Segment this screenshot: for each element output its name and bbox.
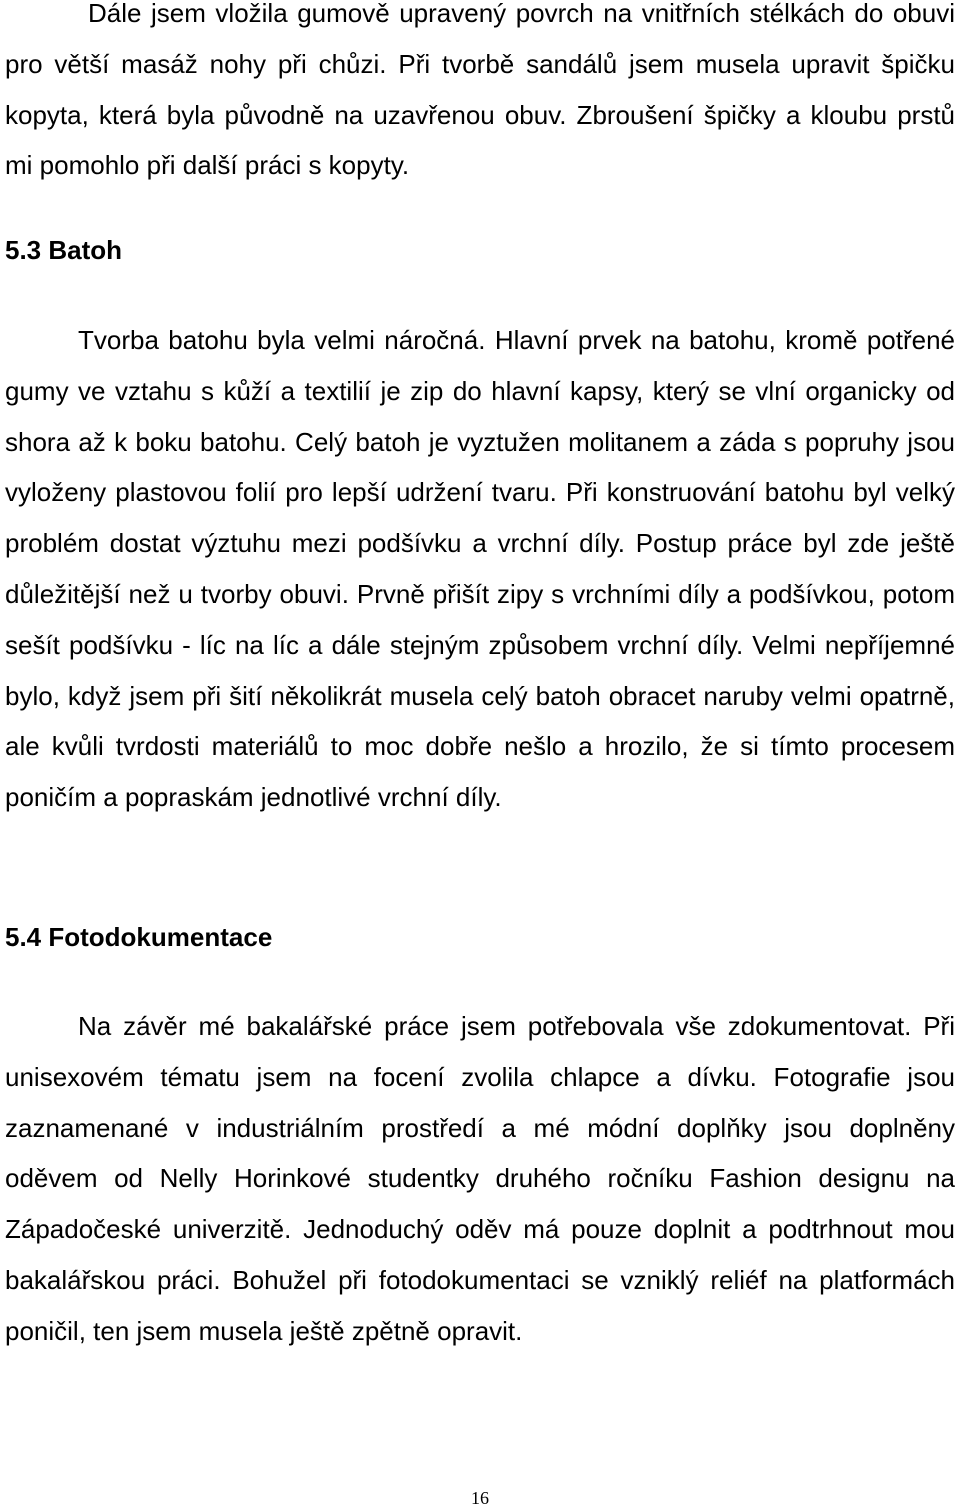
paragraph-fotodokumentace: Na závěr mé bakalářské práce jsem potřebovala vše zdokumentovat. Při unisexovém tématu jsem na focení zvolila chlapce a dívku. Fotografie jsou zaznamenané v industriálním prostředí a mé módní doplňky jsou doplněny oděvem od Nelly Horinkové studentky druhého ročníku Fashion designu na Západočeské univerzitě. Jednoduchý oděv má pouze doplnit a podtrhnout mou bakalářskou práci. Bohužel při fotodokumentaci se vzniklý reliéf na platformách poničil, ten jsem musela ještě zpětně opravit. — [5, 1011, 955, 1346]
paragraph-intro: Dále jsem vložila gumově upravený povrch na vnitřních stélkách do obuvi pro větší masáž nohy při chůzi. Při tvorbě sandálů jsem musela upravit špičku kopyta, která byla původně na uzavřenou obuv. Zbroušení špičky a kloubu prstů mi pomohlo při další práci s kopyty. — [5, 0, 955, 181]
page-number: 16 — [471, 1488, 489, 1508]
section-heading-5-4: 5.4 Fotodokumentace — [5, 922, 273, 952]
paragraph-batoh: Tvorba batohu byla velmi náročná. Hlavní prvek na batohu, kromě potřené gumy ve vztahu s kůží a textilií je zip do hlavní kapsy, který se vlní organicky od shora až k boku batohu. Celý batoh je vyztužen molitanem a záda s popruhy jsou vyloženy plastovou folií pro lepší udržení tvaru. Při konstruování batohu byl velký problém dostat výztuhu mezi podšívku a vrchní díly. Postup práce byl zde ještě důležitější než u tvorby obuvi. Prvně přišít zipy s vrchními díly a podšívkou, potom sešít podšívku - líc na líc a dále stejným způsobem vrchní díly. Velmi nepříjemné bylo, když jsem při šití několikrát musela celý batoh obracet naruby velmi opatrně, ale kvůli tvrdosti materiálů to moc dobře nešlo a hrozilo, že si tímto procesem poničím a popraskám jednotlivé vrchní díly. — [5, 325, 955, 813]
section-heading-5-3: 5.3 Batoh — [5, 235, 123, 265]
